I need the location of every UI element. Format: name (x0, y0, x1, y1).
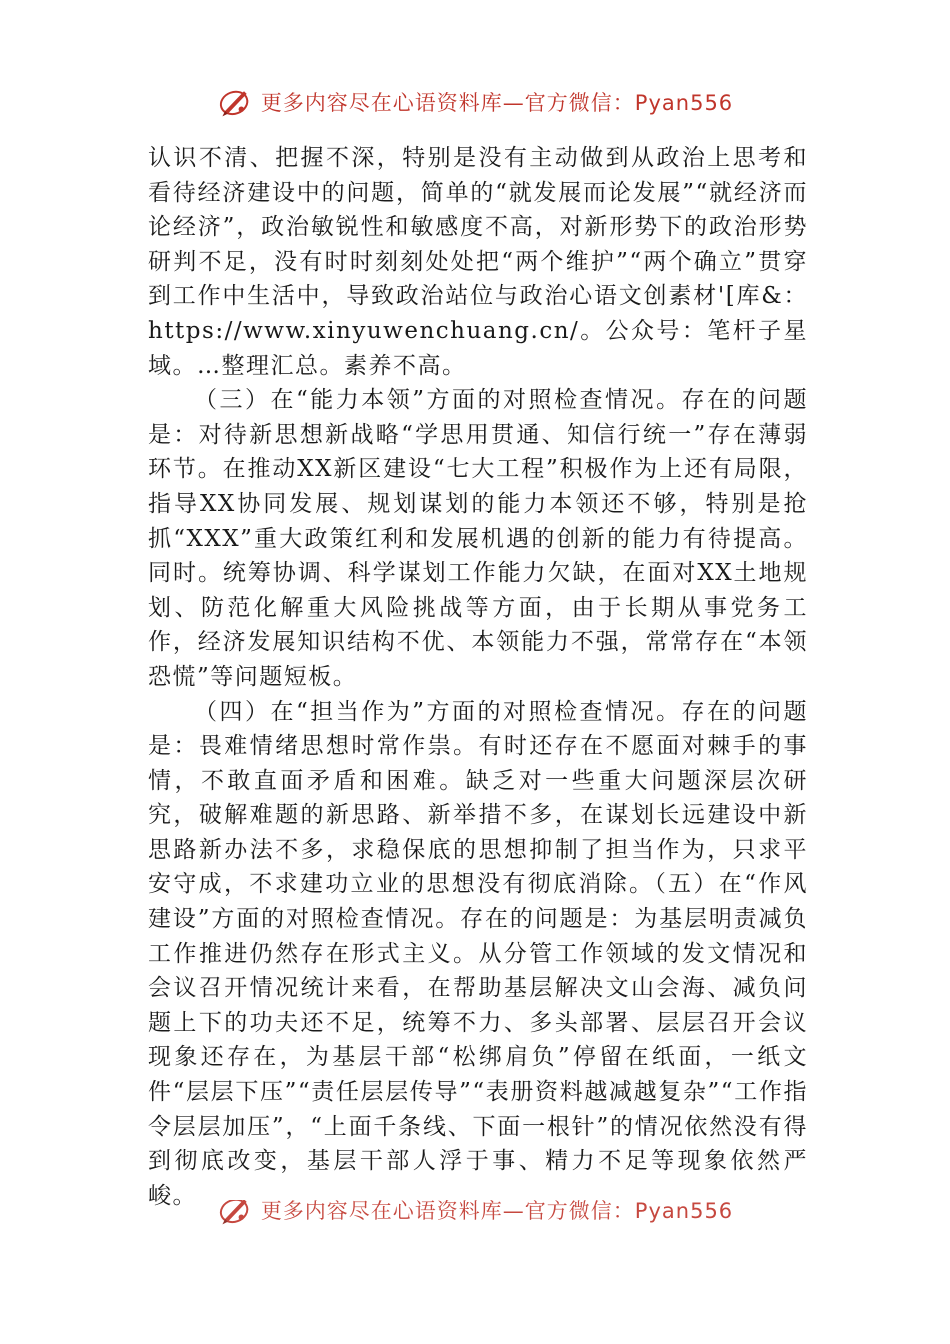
footer-banner (0, 1200, 950, 1240)
paragraph-political-awareness: 认识不清、把握不深，特别是没有主动做到从政治上思考和看待经济建设中的问题，简单的“就发展而论发展”“就经济而论经济”，政治敏锐性和敏感度不高，对新形势下的政治形势研判不足，没有时时刻刻处处把“两个维护”“两个确立”贯穿到工作中生活中，导致政治站位与政治心语文创素材'[库&：https://www.xinyuwenchuang.cn/。公众号：笔杆子星域。…整理汇总。素养不高。 (148, 145, 808, 379)
header-banner (0, 80, 950, 124)
pen-logo-icon (217, 84, 253, 120)
header-banner-text: 更多内容尽在心语资料库—官方微信：Pyan556 (260, 91, 734, 115)
footer-banner-text: 更多内容尽在心语资料库—官方微信：Pyan556 (260, 1200, 734, 1223)
paragraph-ability: （三）在“能力本领”方面的对照检查情况。存在的问题是：对待新思想新战略“学思用贯通、知信行统一”存在薄弱环节。在推动XX新区建设“七大工程”积极作为上还有局限，指导XX协同发展、规划谋划的能力本领还不够，特别是抢抓“XXX”重大政策红利和发展机遇的创新的能力有待提高。同时。统筹协调、科学谋划工作能力欠缺，在面对XX土地规划、防范化解重大风险挑战等方面，由于长期从事党务工作，经济发展知识结构不优、本领能力不强，常常存在“本领恐慌”等问题短板。 (148, 387, 808, 690)
paragraph-responsibility-and-style: （四）在“担当作为”方面的对照检查情况。存在的问题是：畏难情绪思想时常作祟。有时还存在不愿面对棘手的事情，不敢直面矛盾和困难。缺乏对一些重大问题深层次研究，破解难题的新思路、新举措不多，在谋划长远建设中新思路新办法不多，求稳保底的思想抑制了担当作为，只求平安守成，不求建功立业的思想没有彻底消除。（五）在“作风建设”方面的对照检查情况。存在的问题是：为基层明责减负工作推进仍然存在形式主义。从分管工作领域的发文情况和会议召开情况统计来看，在帮助基层解决文山会海、减负问题上下的功夫还不足，统筹不力、多头部署、层层召开会议现象还存在，为基层干部“松绑肩负”停留在纸面，一纸文件“层层下压”“责任层层传导”“表册资料越减越复杂”“工作指令层层加压”，“上面千条线、下面一根针”的情况依然没有得到彻底改变，基层干部人浮于事、精力不足等现象依然严峻。 (148, 698, 808, 1209)
pen-logo-icon (217, 1200, 253, 1228)
document-body (148, 141, 808, 1213)
